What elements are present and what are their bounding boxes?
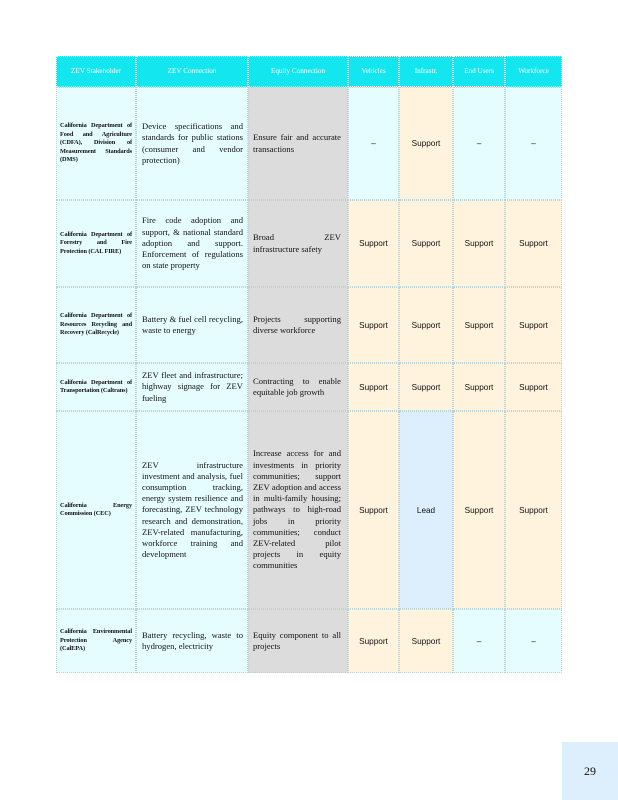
end-users-role-cell: Support xyxy=(453,363,505,411)
stakeholder-cell: California Department of Food and Agriculture (CDFA), Division of Measurement Standards (DMS) xyxy=(56,87,136,200)
table-row xyxy=(56,411,562,609)
table-row xyxy=(56,87,562,200)
table-row xyxy=(56,287,562,363)
header-vehicles: Vehicles xyxy=(348,56,399,87)
stakeholder-cell: California Department of Transportation (Caltrans) xyxy=(56,363,136,411)
zev-connection-cell: ZEV infrastructure investment and analysis, fuel consumption tracking, energy system resilience and forecasting, ZEV technology research and demonstration, ZEV-related manufacturing, workforce training and development xyxy=(136,411,248,609)
zev-connection-cell: ZEV fleet and infrastructure; highway signage for ZEV fueling xyxy=(136,363,248,411)
workforce-role-cell: Support xyxy=(505,200,562,287)
vehicles-role-cell: Support xyxy=(348,200,399,287)
equity-connection-cell: Broad ZEV infrastructure safety xyxy=(248,200,348,287)
zev-stakeholder-table xyxy=(56,56,562,673)
vehicles-role-cell: Support xyxy=(348,363,399,411)
header-workforce: Workforce xyxy=(505,56,562,87)
end-users-role-cell: Support xyxy=(453,411,505,609)
infrastr-role-cell: Support xyxy=(399,287,453,363)
infrastr-role-cell: Support xyxy=(399,200,453,287)
vehicles-role-cell: – xyxy=(348,87,399,200)
header-equity-connection: Equity Connection xyxy=(248,56,348,87)
header-stakeholder: ZEV Stakeholder xyxy=(56,56,136,87)
vehicles-role-cell: Support xyxy=(348,411,399,609)
end-users-role-cell: Support xyxy=(453,200,505,287)
zev-connection-cell: Battery recycling, waste to hydrogen, electricity xyxy=(136,609,248,673)
table-row xyxy=(56,609,562,673)
equity-connection-cell: Equity component to all projects xyxy=(248,609,348,673)
infrastr-role-cell: Lead xyxy=(399,411,453,609)
workforce-role-cell: – xyxy=(505,87,562,200)
zev-connection-cell: Battery & fuel cell recycling, waste to energy xyxy=(136,287,248,363)
infrastr-role-cell: Support xyxy=(399,363,453,411)
equity-connection-cell: Projects supporting diverse workforce xyxy=(248,287,348,363)
workforce-role-cell: Support xyxy=(505,363,562,411)
end-users-role-cell: – xyxy=(453,87,505,200)
equity-connection-cell: Contracting to enable equitable job growth xyxy=(248,363,348,411)
header-zev-connection: ZEV Connection xyxy=(136,56,248,87)
zev-connection-cell: Fire code adoption and support, & national standard adoption and support. Enforcement of regulations on state property xyxy=(136,200,248,287)
workforce-role-cell: Support xyxy=(505,411,562,609)
header-end-users: End Users xyxy=(453,56,505,87)
stakeholder-cell: California Department of Forestry and Fire Protection (CAL FIRE) xyxy=(56,200,136,287)
zev-connection-cell: Device specifications and standards for public stations (consumer and vendor protection) xyxy=(136,87,248,200)
equity-connection-cell: Ensure fair and accurate transactions xyxy=(248,87,348,200)
header-infrastr: Infrastr. xyxy=(399,56,453,87)
stakeholder-cell: California Department of Resources Recycling and Recovery (CalRecycle) xyxy=(56,287,136,363)
end-users-role-cell: – xyxy=(453,609,505,673)
vehicles-role-cell: Support xyxy=(348,609,399,673)
table-header-row xyxy=(56,56,562,87)
infrastr-role-cell: Support xyxy=(399,87,453,200)
workforce-role-cell: Support xyxy=(505,287,562,363)
infrastr-role-cell: Support xyxy=(399,609,453,673)
table-row xyxy=(56,200,562,287)
table-row xyxy=(56,363,562,411)
workforce-role-cell: – xyxy=(505,609,562,673)
equity-connection-cell: Increase access for and investments in priority communities; support ZEV adoption and access in multi-family housing; pathways to high-road jobs in priority communities; conduct ZEV-related pilot projects in equity communities xyxy=(248,411,348,609)
end-users-role-cell: Support xyxy=(453,287,505,363)
page-number: 29 xyxy=(562,742,618,800)
stakeholder-cell: California Energy Commission (CEC) xyxy=(56,411,136,609)
vehicles-role-cell: Support xyxy=(348,287,399,363)
stakeholder-cell: California Environmental Protection Agency (CalEPA) xyxy=(56,609,136,673)
